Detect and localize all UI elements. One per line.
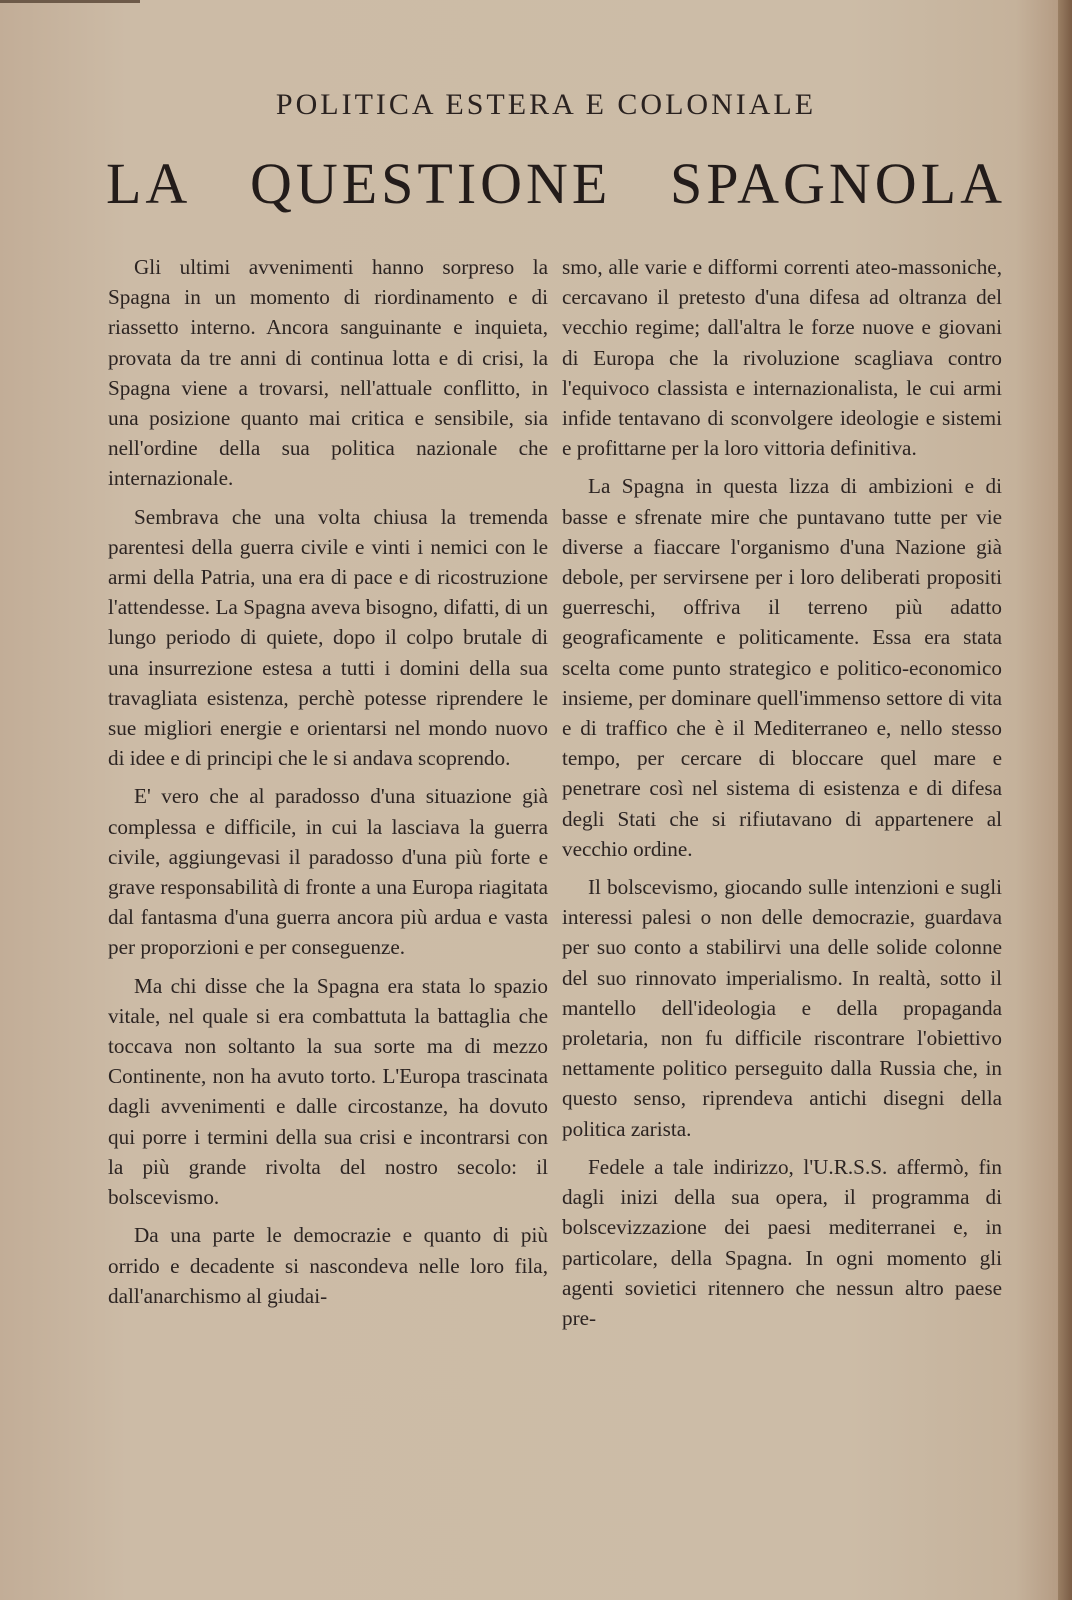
paragraph: Da una parte le democrazie e quanto di più orrido e decadente si nascondeva nelle loro fila, dall'anarchismo al giudai-: [108, 1223, 548, 1308]
left-column: [108, 252, 548, 1319]
paragraph: Ma chi disse che la Spagna era stata lo spazio vitale, nel quale si era combattuta la battaglia che toccava non soltanto la sua sorte ma di mezzo Continente, non ha avuto torto. L'Europa trascinata dagli avvenimenti e dalle circostanze, ha dovuto qui porre i termini della sua crisi e incontrarsi con la più grande rivolta del nostro secolo: il bolscevismo.: [108, 973, 548, 1210]
paragraph: smo, alle varie e difformi correnti ateo-massoniche, cercavano il pretesto d'una difesa ad oltranza del vecchio regime; dall'altra le forze nuove e giovani di Europa che la rivoluzione scagliava contro l'equivoco classista e internazionalista, le cui armi infide tentavano di sconvolgere ideologie e sistemi e profittarne per la loro vittoria definitiva.: [562, 255, 1002, 461]
title-word-3: SPAGNOLA: [669, 151, 1006, 216]
paragraph: Il bolscevismo, giocando sulle intenzioni e sugli interessi palesi o non delle democrazie, guardava per suo conto a stabilirvi una delle solide colonne del suo rinnovato imperialismo. In realtà, sotto il mantello dell'ideologia e della propaganda proletaria, non fu difficile riscontrare l'obiettivo nettamente politico perseguito dalla Russia che, in questo senso, riprendeva antichi disegni della politica zarista.: [562, 875, 1002, 1141]
paragraph: Gli ultimi avvenimenti hanno sorpreso la Spagna in un momento di riordinamento e di riassetto interno. Ancora sanguinante e inquieta, provata da tre anni di continua lotta e di crisi, la Spagna viene a trovarsi, nell'attuale conflitto, in una posizione quanto mai critica e sensibile, sia nell'ordine della sua politica nazionale che internazionale.: [108, 255, 548, 491]
top-rule: [0, 0, 140, 3]
paragraph: Sembrava che una volta chiusa la tremenda parentesi della guerra civile e vinti i nemici con le armi della Patria, una era di pace e di ricostruzione l'attendesse. La Spagna aveva bisogno, difatti, di un lungo periodo di quiete, dopo il colpo brutale di una insurrezione estesa a tutti i domini della sua travagliata esistenza, perchè potesse riprendere le sue migliori energie e orientarsi nel mondo nuovo di idee e di principi che le si andava scoprendo.: [108, 504, 548, 771]
title-word-1: LA: [106, 151, 192, 216]
article-title: [106, 150, 1006, 217]
paragraph: Fedele a tale indirizzo, l'U.R.S.S. affermò, fin dagli inizi della sua opera, il programma di bolscevizzazione dei paesi mediterranei e, in particolare, della Spagna. In ogni momento gli agenti sovietici ritennero che nessun altro paese pre-: [562, 1154, 1002, 1330]
page-edge: [1058, 0, 1072, 1600]
section-title: POLITICA ESTERA E COLONIALE: [275, 88, 817, 121]
paragraph: La Spagna in questa lizza di ambizioni e di basse e sfrenate mire che puntavano tutte per vie diverse a fiaccare l'organismo d'una Nazione già debole, per servirsene per i loro deliberati propositi guerreschi, offriva il terreno più adatto geograficamente e politicamente. Essa era stata scelta come punto strategico e politico-economico insieme, per dominare quell'immenso settore di vita e di traffico che è il Mediterraneo e, nello stesso tempo, per cercare di bloccare quel mare e penetrare così nel sistema di esistenza e di difesa degli Stati che si rifiutavano di appartenere al vecchio ordine.: [562, 474, 1002, 861]
right-column: [562, 252, 1002, 1341]
paragraph: E' vero che al paradosso d'una situazione già complessa e difficile, in cui la lasciava la guerra civile, aggiungevasi il paradosso d'una più forte e grave responsabilità di fronte a una Europa riagitata dal fantasma d'una guerra ancora più ardua e vasta per proporzioni e per conseguenze.: [108, 784, 548, 960]
title-word-2: QUESTIONE: [249, 151, 612, 216]
